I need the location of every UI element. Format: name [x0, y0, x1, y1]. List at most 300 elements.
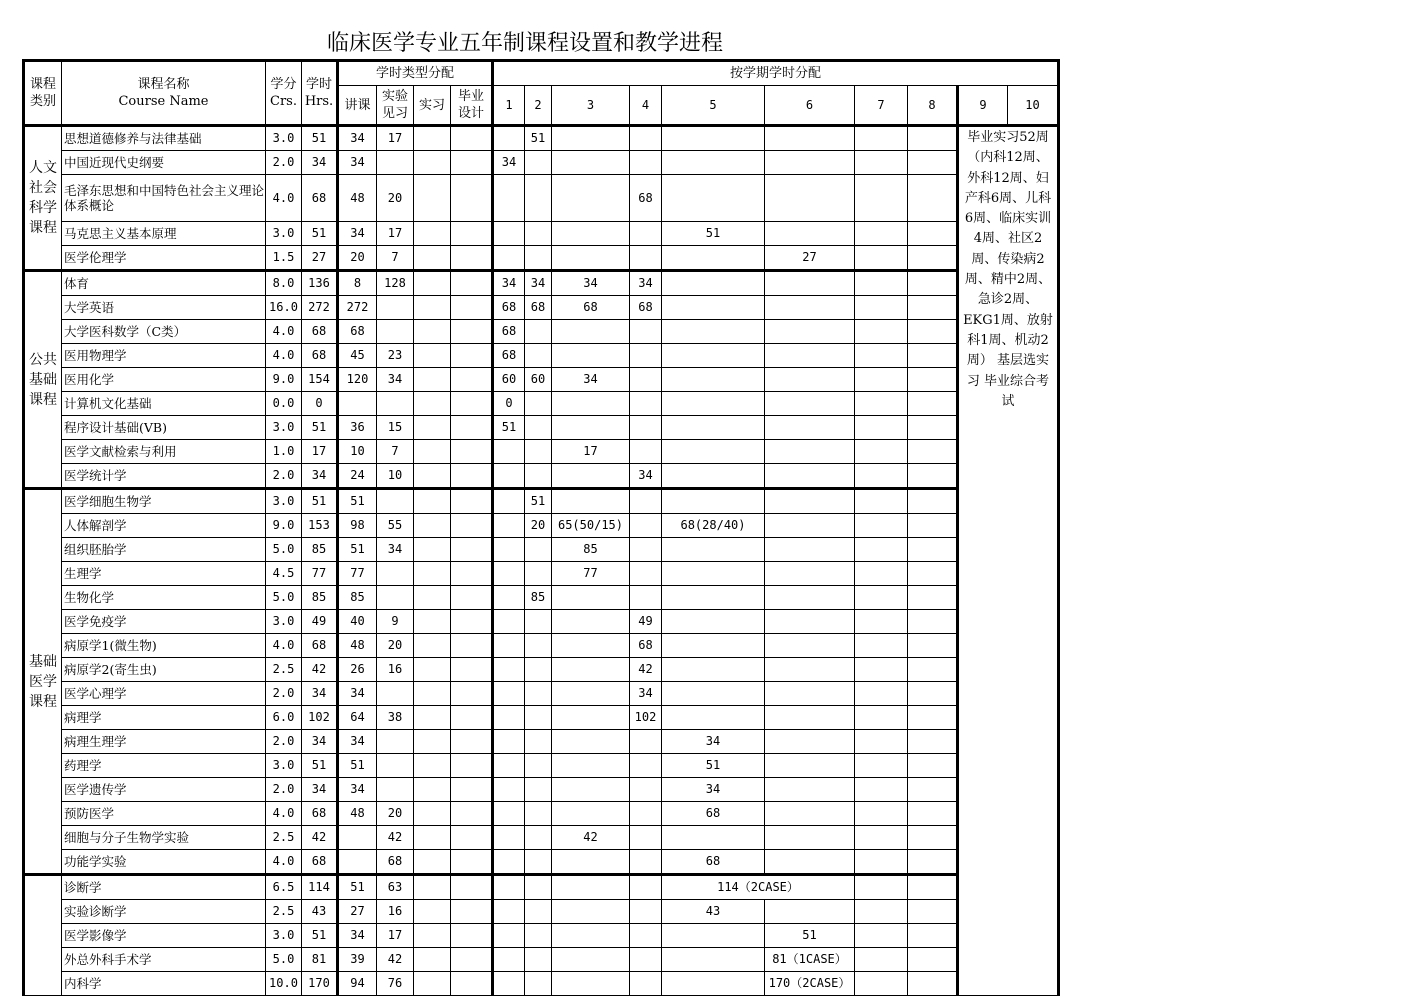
course-lecture: 36 — [338, 416, 377, 440]
semester-3-hours: 42 — [552, 826, 630, 850]
semester-3-hours — [552, 320, 630, 344]
semester-7-hours — [855, 368, 908, 392]
semester-4-hours: 68 — [630, 175, 662, 222]
course-hours: 154 — [302, 368, 338, 392]
table-row — [24, 682, 1059, 706]
course-design — [451, 296, 493, 320]
semester-3-hours — [552, 730, 630, 754]
course-lab: 68 — [377, 850, 414, 875]
semester-1-hours — [493, 682, 525, 706]
table-row — [24, 924, 1059, 948]
semester-1-hours — [493, 850, 525, 875]
course-practice — [414, 514, 451, 538]
header-hour-type-group: 学时类型分配 — [338, 61, 493, 86]
semester-7-hours — [855, 948, 908, 972]
course-lab: 17 — [377, 924, 414, 948]
semester-8-hours — [908, 320, 958, 344]
course-practice — [414, 175, 451, 222]
header-semester-3: 3 — [552, 86, 630, 126]
semester-3-hours: 85 — [552, 538, 630, 562]
semester-1-hours — [493, 826, 525, 850]
course-lab — [377, 778, 414, 802]
semester-2-hours: 60 — [525, 368, 552, 392]
header-design: 毕业设计 — [451, 86, 493, 126]
course-practice — [414, 562, 451, 586]
course-credits: 8.0 — [266, 271, 302, 296]
semester-5-hours — [662, 151, 765, 175]
semester-4-hours: 68 — [630, 634, 662, 658]
course-credits: 5.0 — [266, 538, 302, 562]
course-practice — [414, 222, 451, 246]
semester-3-hours — [552, 948, 630, 972]
semester-8-hours — [908, 754, 958, 778]
course-name: 医用物理学 — [62, 344, 266, 368]
table-row — [24, 754, 1059, 778]
semester-7-hours — [855, 634, 908, 658]
course-design — [451, 875, 493, 900]
course-lab — [377, 682, 414, 706]
course-credits: 2.0 — [266, 730, 302, 754]
course-lecture: 98 — [338, 514, 377, 538]
course-lab: 17 — [377, 222, 414, 246]
course-hours: 49 — [302, 610, 338, 634]
semester-5-hours — [662, 948, 765, 972]
course-credits: 2.0 — [266, 778, 302, 802]
semester-7-hours — [855, 682, 908, 706]
semester-7-hours — [855, 464, 908, 489]
semester-2-hours — [525, 850, 552, 875]
course-practice — [414, 246, 451, 271]
course-practice — [414, 900, 451, 924]
course-hours: 34 — [302, 464, 338, 489]
header-semester-group: 按学期学时分配 — [493, 61, 1059, 86]
semester-1-hours: 68 — [493, 296, 525, 320]
course-lecture — [338, 392, 377, 416]
semester-5-hours — [662, 610, 765, 634]
course-practice — [414, 924, 451, 948]
course-practice — [414, 802, 451, 826]
table-row — [24, 416, 1059, 440]
semester-2-hours — [525, 682, 552, 706]
semester-7-hours — [855, 416, 908, 440]
course-hours: 68 — [302, 802, 338, 826]
course-name: 医学影像学 — [62, 924, 266, 948]
semester-5-hours — [662, 368, 765, 392]
course-credits: 1.0 — [266, 440, 302, 464]
course-design — [451, 610, 493, 634]
semester-4-hours: 34 — [630, 682, 662, 706]
semester-2-hours — [525, 658, 552, 682]
category-label — [24, 875, 62, 996]
semester-1-hours: 34 — [493, 151, 525, 175]
semester-2-hours — [525, 151, 552, 175]
course-name: 组织胚胎学 — [62, 538, 266, 562]
semester-4-hours — [630, 586, 662, 610]
course-design — [451, 392, 493, 416]
semester-5-hours — [662, 634, 765, 658]
course-lecture: 34 — [338, 682, 377, 706]
semester-5-hours — [662, 246, 765, 271]
course-name: 实验诊断学 — [62, 900, 266, 924]
semester-8-hours — [908, 948, 958, 972]
course-credits: 1.5 — [266, 246, 302, 271]
course-credits: 16.0 — [266, 296, 302, 320]
semester-4-hours — [630, 900, 662, 924]
semester-8-hours — [908, 778, 958, 802]
course-credits: 3.0 — [266, 489, 302, 514]
semester-7-hours — [855, 802, 908, 826]
course-practice — [414, 440, 451, 464]
table-row — [24, 562, 1059, 586]
header-hours — [302, 61, 338, 126]
course-name: 人体解剖学 — [62, 514, 266, 538]
semester-3-hours — [552, 416, 630, 440]
semester-7-hours — [855, 754, 908, 778]
course-hours: 34 — [302, 730, 338, 754]
table-body — [24, 61, 1059, 996]
header-semester-8: 8 — [908, 86, 958, 126]
semester-3-hours — [552, 634, 630, 658]
course-hours: 51 — [302, 416, 338, 440]
semester-1-hours — [493, 489, 525, 514]
course-name: 医学伦理学 — [62, 246, 266, 271]
course-lecture: 48 — [338, 175, 377, 222]
course-hours: 114 — [302, 875, 338, 900]
semester-6-hours — [765, 730, 855, 754]
course-hours: 51 — [302, 489, 338, 514]
course-lecture: 48 — [338, 802, 377, 826]
semester-8-hours — [908, 634, 958, 658]
semester-4-hours — [630, 802, 662, 826]
semester-5-hours: 51 — [662, 222, 765, 246]
semester-5-hours — [662, 706, 765, 730]
course-lecture: 26 — [338, 658, 377, 682]
header-category: 课程类别 — [24, 61, 62, 126]
category-label: 公共基础课程 — [24, 271, 62, 489]
header-course-name-en: Course Name — [118, 94, 209, 109]
semester-8-hours — [908, 586, 958, 610]
semester-3-hours — [552, 658, 630, 682]
semester-1-hours — [493, 514, 525, 538]
course-name: 计算机文化基础 — [62, 392, 266, 416]
header-practice: 实习 — [414, 86, 451, 126]
semester-2-hours: 68 — [525, 296, 552, 320]
semester-6-hours — [765, 754, 855, 778]
course-design — [451, 562, 493, 586]
course-hours: 153 — [302, 514, 338, 538]
semester-2-hours — [525, 730, 552, 754]
semester-6-hours: 81（1CASE） — [765, 948, 855, 972]
semester-5-hours — [662, 392, 765, 416]
semester-1-hours — [493, 948, 525, 972]
semester-7-hours — [855, 610, 908, 634]
table-row — [24, 126, 1059, 151]
course-lab — [377, 320, 414, 344]
semester-3-hours — [552, 222, 630, 246]
semester-6-hours — [765, 514, 855, 538]
course-credits: 5.0 — [266, 586, 302, 610]
semester-7-hours — [855, 586, 908, 610]
course-hours: 51 — [302, 924, 338, 948]
semester-2-hours: 20 — [525, 514, 552, 538]
course-hours: 17 — [302, 440, 338, 464]
semester-5-hours — [662, 296, 765, 320]
semester-2-hours — [525, 562, 552, 586]
course-lab: 17 — [377, 126, 414, 151]
header-hours-cn: 学时 — [305, 77, 332, 92]
course-credits: 2.0 — [266, 682, 302, 706]
semester-7-hours — [855, 900, 908, 924]
table-row — [24, 610, 1059, 634]
course-design — [451, 246, 493, 271]
table-row — [24, 658, 1059, 682]
semester-3-hours — [552, 850, 630, 875]
semester-7-hours — [855, 562, 908, 586]
course-lab: 34 — [377, 538, 414, 562]
course-hours: 34 — [302, 778, 338, 802]
header-course-name-cn: 课程名称 — [137, 77, 190, 92]
semester-4-hours — [630, 246, 662, 271]
semester-7-hours — [855, 875, 908, 900]
semester-2-hours — [525, 875, 552, 900]
semester-5-hours: 43 — [662, 900, 765, 924]
course-lecture: 34 — [338, 730, 377, 754]
course-credits: 2.5 — [266, 900, 302, 924]
semester-8-hours — [908, 296, 958, 320]
course-practice — [414, 948, 451, 972]
course-hours: 170 — [302, 972, 338, 996]
course-lab: 42 — [377, 948, 414, 972]
course-credits: 2.0 — [266, 464, 302, 489]
course-lecture: 51 — [338, 754, 377, 778]
course-hours: 51 — [302, 754, 338, 778]
internship-note: 毕业实习52周（内科12周、外科12周、妇产科6周、儿科6周、临床实训4周、社区2周、传染病2周、精中2周、急诊2周、EKG1周、放射科1周、机动2周） 基层选实习 毕业综合考试 — [958, 126, 1059, 996]
semester-4-hours — [630, 222, 662, 246]
semester-3-hours — [552, 682, 630, 706]
semester-3-hours — [552, 246, 630, 271]
semester-4-hours — [630, 778, 662, 802]
table-row — [24, 514, 1059, 538]
course-design — [451, 634, 493, 658]
course-hours: 42 — [302, 658, 338, 682]
course-credits: 4.0 — [266, 802, 302, 826]
table-row — [24, 586, 1059, 610]
course-practice — [414, 489, 451, 514]
course-design — [451, 778, 493, 802]
semester-5-hours — [662, 586, 765, 610]
semester-3-hours — [552, 924, 630, 948]
course-lab — [377, 754, 414, 778]
semester-3-hours: 34 — [552, 368, 630, 392]
course-name: 医学统计学 — [62, 464, 266, 489]
course-hours: 68 — [302, 320, 338, 344]
table-row — [24, 320, 1059, 344]
semester-8-hours — [908, 222, 958, 246]
course-lecture: 45 — [338, 344, 377, 368]
semester-4-hours — [630, 514, 662, 538]
semester-3-hours: 65(50/15) — [552, 514, 630, 538]
header-semester-6: 6 — [765, 86, 855, 126]
table-row — [24, 246, 1059, 271]
course-hours: 272 — [302, 296, 338, 320]
semester-6-hours: 27 — [765, 246, 855, 271]
course-name: 细胞与分子生物学实验 — [62, 826, 266, 850]
semester-4-hours — [630, 368, 662, 392]
semester-6-hours: 51 — [765, 924, 855, 948]
header-credits-en: Crs. — [270, 94, 297, 109]
course-name: 医学文献检索与利用 — [62, 440, 266, 464]
course-hours: 68 — [302, 344, 338, 368]
semester-2-hours: 51 — [525, 489, 552, 514]
course-credits: 4.0 — [266, 634, 302, 658]
course-lecture: 51 — [338, 538, 377, 562]
semester-4-hours — [630, 320, 662, 344]
semester-1-hours — [493, 586, 525, 610]
course-hours: 68 — [302, 175, 338, 222]
semester-3-hours: 34 — [552, 271, 630, 296]
course-hours: 102 — [302, 706, 338, 730]
semester-1-hours — [493, 440, 525, 464]
header-semester-2: 2 — [525, 86, 552, 126]
table-row — [24, 151, 1059, 175]
semester-3-hours — [552, 778, 630, 802]
semester-4-hours — [630, 924, 662, 948]
semester-5-hours — [662, 682, 765, 706]
table-row — [24, 271, 1059, 296]
course-lab — [377, 296, 414, 320]
table-row — [24, 948, 1059, 972]
semester-5-hours: 68 — [662, 850, 765, 875]
semester-2-hours — [525, 948, 552, 972]
course-name: 外总外科手术学 — [62, 948, 266, 972]
course-lecture: 85 — [338, 586, 377, 610]
semester-7-hours — [855, 658, 908, 682]
table-row — [24, 464, 1059, 489]
semester-5-hours — [662, 320, 765, 344]
course-lab: 128 — [377, 271, 414, 296]
semester-1-hours — [493, 222, 525, 246]
course-practice — [414, 610, 451, 634]
course-lab: 42 — [377, 826, 414, 850]
course-design — [451, 948, 493, 972]
course-practice — [414, 538, 451, 562]
semester-6-hours — [765, 850, 855, 875]
course-credits: 2.5 — [266, 826, 302, 850]
semester-7-hours — [855, 706, 908, 730]
course-lecture: 39 — [338, 948, 377, 972]
semester-3-hours — [552, 344, 630, 368]
course-lab: 76 — [377, 972, 414, 996]
course-design — [451, 538, 493, 562]
course-hours: 0 — [302, 392, 338, 416]
semester-3-hours — [552, 392, 630, 416]
semester-8-hours — [908, 900, 958, 924]
semester-8-hours — [908, 368, 958, 392]
course-lab — [377, 586, 414, 610]
semester-2-hours — [525, 222, 552, 246]
course-design — [451, 900, 493, 924]
semester-4-hours — [630, 489, 662, 514]
course-name: 体育 — [62, 271, 266, 296]
curriculum-table — [22, 59, 1060, 996]
semester-8-hours — [908, 344, 958, 368]
semester-1-hours: 51 — [493, 416, 525, 440]
course-hours: 34 — [302, 151, 338, 175]
header-row-1 — [24, 61, 1059, 86]
semester-8-hours — [908, 440, 958, 464]
course-lecture: 27 — [338, 900, 377, 924]
course-lab — [377, 730, 414, 754]
semester-2-hours — [525, 175, 552, 222]
course-design — [451, 320, 493, 344]
semester-6-hours — [765, 802, 855, 826]
course-lab — [377, 151, 414, 175]
course-hours: 136 — [302, 271, 338, 296]
semester-6-hours — [765, 586, 855, 610]
course-design — [451, 706, 493, 730]
course-credits: 3.0 — [266, 610, 302, 634]
course-practice — [414, 875, 451, 900]
semester-3-hours — [552, 875, 630, 900]
semester-6-hours — [765, 489, 855, 514]
semester-6-hours — [765, 175, 855, 222]
semester-1-hours: 68 — [493, 344, 525, 368]
semester-5-6-hours: 114（2CASE） — [662, 875, 855, 900]
header-semester-7: 7 — [855, 86, 908, 126]
page-title: 临床医学专业五年制课程设置和教学进程 — [326, 31, 723, 56]
course-lecture: 48 — [338, 634, 377, 658]
course-practice — [414, 271, 451, 296]
semester-6-hours — [765, 368, 855, 392]
header-lecture: 讲课 — [338, 86, 377, 126]
course-name: 生理学 — [62, 562, 266, 586]
semester-3-hours: 68 — [552, 296, 630, 320]
course-design — [451, 586, 493, 610]
course-lab: 7 — [377, 246, 414, 271]
semester-2-hours — [525, 900, 552, 924]
semester-5-hours — [662, 924, 765, 948]
semester-4-hours — [630, 126, 662, 151]
semester-5-hours — [662, 440, 765, 464]
course-hours: 81 — [302, 948, 338, 972]
semester-4-hours — [630, 392, 662, 416]
course-design — [451, 175, 493, 222]
course-design — [451, 126, 493, 151]
course-practice — [414, 706, 451, 730]
semester-2-hours — [525, 416, 552, 440]
semester-7-hours — [855, 320, 908, 344]
course-lecture: 10 — [338, 440, 377, 464]
course-name: 生物化学 — [62, 586, 266, 610]
table-row — [24, 296, 1059, 320]
table-row — [24, 344, 1059, 368]
course-lab: 10 — [377, 464, 414, 489]
semester-3-hours — [552, 610, 630, 634]
semester-4-hours — [630, 730, 662, 754]
semester-3-hours: 77 — [552, 562, 630, 586]
semester-6-hours — [765, 610, 855, 634]
semester-7-hours — [855, 246, 908, 271]
course-name: 病原学2(寄生虫) — [62, 658, 266, 682]
semester-1-hours — [493, 634, 525, 658]
semester-1-hours — [493, 875, 525, 900]
semester-6-hours — [765, 126, 855, 151]
semester-8-hours — [908, 392, 958, 416]
course-lecture: 20 — [338, 246, 377, 271]
course-design — [451, 658, 493, 682]
semester-2-hours — [525, 610, 552, 634]
semester-4-hours: 42 — [630, 658, 662, 682]
